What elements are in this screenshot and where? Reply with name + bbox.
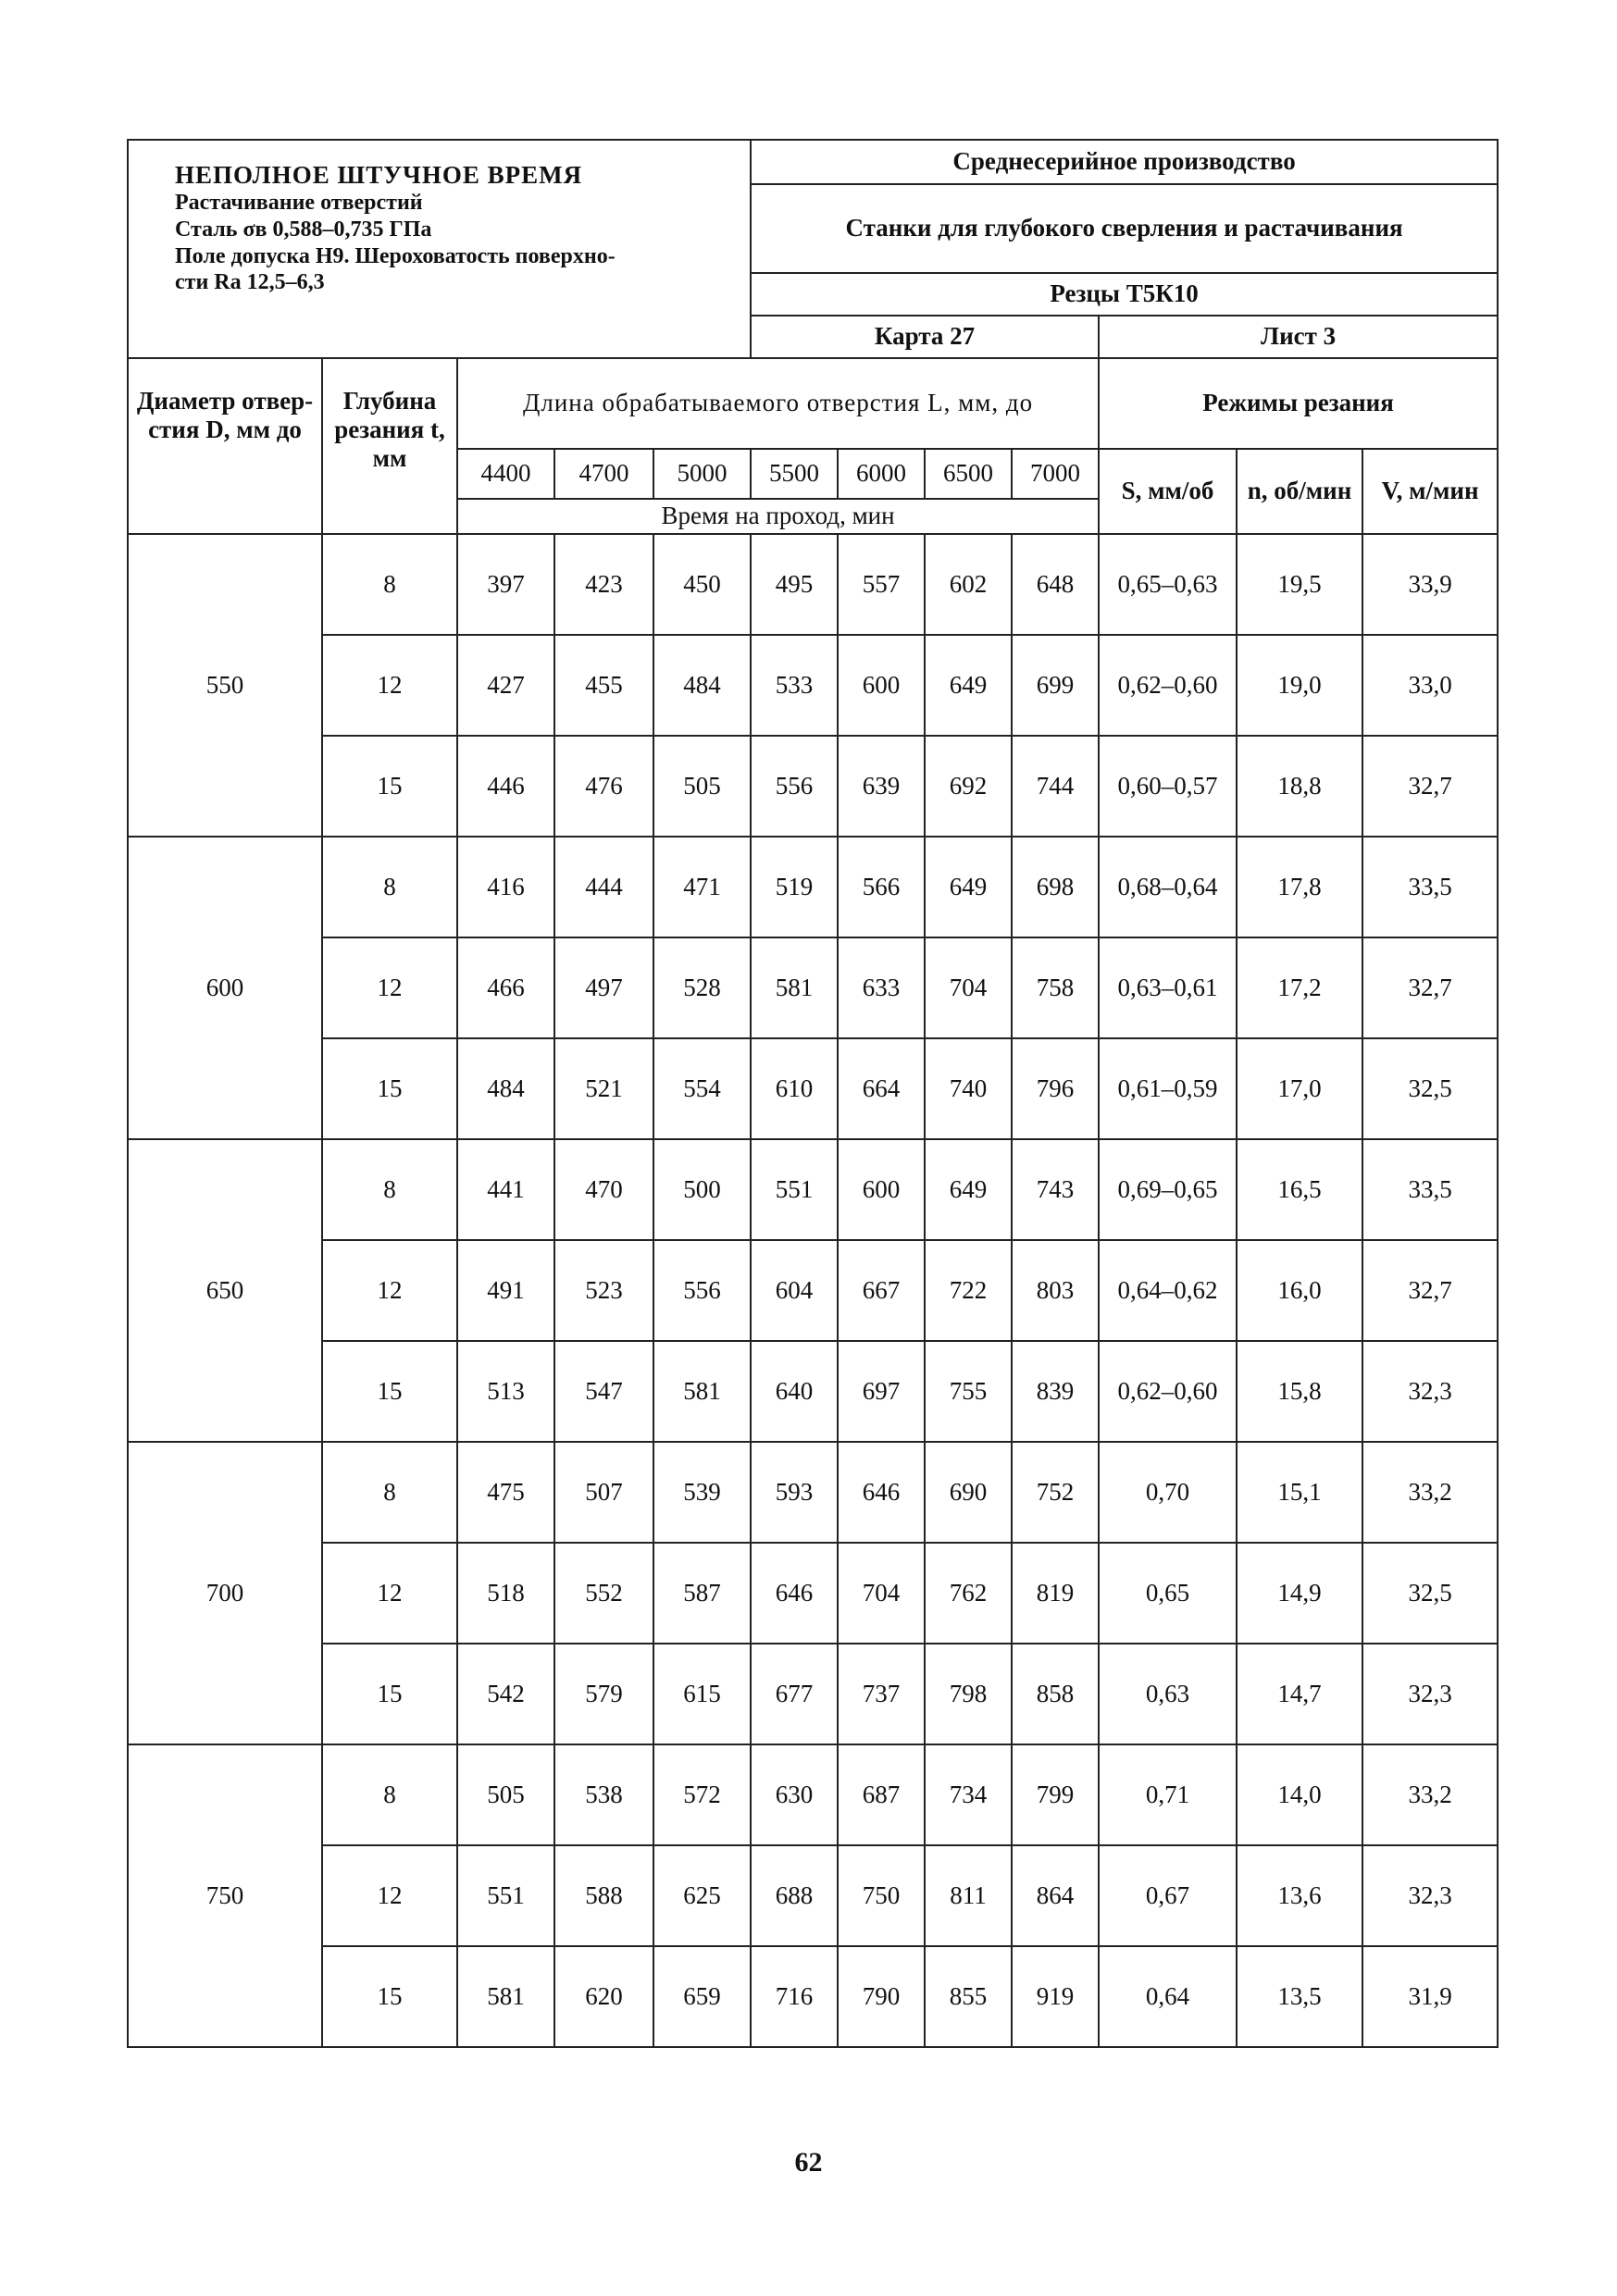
rpm-cell: 15,1 (1237, 1442, 1362, 1543)
depth-cell: 8 (322, 1442, 457, 1543)
rpm-cell: 14,7 (1237, 1644, 1362, 1744)
table-row (128, 1341, 1498, 1442)
time-cell: 743 (1012, 1139, 1099, 1240)
time-cell: 839 (1012, 1341, 1099, 1442)
time-cell: 811 (925, 1845, 1012, 1946)
time-cell: 762 (925, 1543, 1012, 1644)
table-row (128, 837, 1498, 937)
time-cell: 659 (653, 1946, 751, 2047)
time-cell: 572 (653, 1744, 751, 1845)
col-header-rpm: n, об/мин (1237, 449, 1362, 534)
speed-cell: 33,9 (1362, 534, 1498, 635)
time-cell: 649 (925, 635, 1012, 736)
time-cell: 556 (751, 736, 838, 837)
length-6000: 6000 (838, 449, 925, 499)
time-cell: 677 (751, 1644, 838, 1744)
speed-cell: 32,3 (1362, 1644, 1498, 1744)
speed-cell: 33,0 (1362, 635, 1498, 736)
time-cell: 581 (751, 937, 838, 1038)
time-cell: 579 (554, 1644, 653, 1744)
time-cell: 505 (653, 736, 751, 837)
time-cell: 446 (457, 736, 554, 837)
time-cell: 521 (554, 1038, 653, 1139)
tolerance-spec: Поле допуска Н9. Шероховатость поверхно- (175, 243, 616, 268)
col-header-modes: Режимы резания (1099, 358, 1498, 449)
length-5500: 5500 (751, 449, 838, 499)
speed-cell: 33,5 (1362, 837, 1498, 937)
time-cell: 471 (653, 837, 751, 937)
time-cell: 649 (925, 1139, 1012, 1240)
time-cell: 581 (653, 1341, 751, 1442)
speed-cell: 32,7 (1362, 1240, 1498, 1341)
time-cell: 687 (838, 1744, 925, 1845)
diameter-cell: 750 (128, 1744, 322, 2047)
depth-cell: 8 (322, 1139, 457, 1240)
time-cell: 704 (925, 937, 1012, 1038)
time-cell: 427 (457, 635, 554, 736)
sheet-number: Лист 3 (1099, 316, 1498, 358)
feed-cell: 0,61–0,59 (1099, 1038, 1237, 1139)
table-row (128, 736, 1498, 837)
depth-cell: 8 (322, 837, 457, 937)
norm-card-table (127, 139, 1499, 2048)
rpm-cell: 18,8 (1237, 736, 1362, 837)
depth-cell: 15 (322, 1038, 457, 1139)
rpm-cell: 17,0 (1237, 1038, 1362, 1139)
col-header-depth: Глубина резания t, мм (322, 358, 457, 534)
speed-cell: 32,7 (1362, 736, 1498, 837)
time-cell: 698 (1012, 837, 1099, 937)
time-cell: 737 (838, 1644, 925, 1744)
time-cell: 551 (751, 1139, 838, 1240)
time-cell: 538 (554, 1744, 653, 1845)
speed-cell: 32,3 (1362, 1845, 1498, 1946)
table-row (128, 534, 1498, 635)
time-cell: 704 (838, 1543, 925, 1644)
time-cell: 523 (554, 1240, 653, 1341)
rpm-cell: 16,0 (1237, 1240, 1362, 1341)
feed-cell: 0,62–0,60 (1099, 635, 1237, 736)
roughness-spec: сти Ra 12,5–6,3 (175, 270, 325, 295)
time-cell: 803 (1012, 1240, 1099, 1341)
time-cell: 919 (1012, 1946, 1099, 2047)
time-cell: 566 (838, 837, 925, 937)
length-5000: 5000 (653, 449, 751, 499)
time-cell: 423 (554, 534, 653, 635)
table-row (128, 1038, 1498, 1139)
time-cell: 444 (554, 837, 653, 937)
feed-cell: 0,63–0,61 (1099, 937, 1237, 1038)
rpm-cell: 19,5 (1237, 534, 1362, 635)
time-cell: 600 (838, 1139, 925, 1240)
time-cell: 557 (838, 534, 925, 635)
feed-cell: 0,65–0,63 (1099, 534, 1237, 635)
depth-cell: 12 (322, 1543, 457, 1644)
time-cell: 690 (925, 1442, 1012, 1543)
table-row (128, 635, 1498, 736)
col-header-speed: V, м/мин (1362, 449, 1498, 534)
time-cell: 688 (751, 1845, 838, 1946)
time-cell: 551 (457, 1845, 554, 1946)
machine-type: Станки для глубокого сверления и растачивания (751, 184, 1498, 273)
time-cell: 646 (751, 1543, 838, 1644)
time-cell: 484 (653, 635, 751, 736)
time-cell: 476 (554, 736, 653, 837)
card-number: Карта 27 (751, 316, 1099, 358)
time-cell: 864 (1012, 1845, 1099, 1946)
time-cell: 752 (1012, 1442, 1099, 1543)
speed-cell: 33,5 (1362, 1139, 1498, 1240)
speed-cell: 32,5 (1362, 1543, 1498, 1644)
time-cell: 799 (1012, 1744, 1099, 1845)
speed-cell: 32,3 (1362, 1341, 1498, 1442)
time-cell: 441 (457, 1139, 554, 1240)
time-cell: 528 (653, 937, 751, 1038)
time-cell: 552 (554, 1543, 653, 1644)
time-cell: 484 (457, 1038, 554, 1139)
depth-cell: 12 (322, 1240, 457, 1341)
time-cell: 533 (751, 635, 838, 736)
rpm-cell: 16,5 (1237, 1139, 1362, 1240)
time-cell: 491 (457, 1240, 554, 1341)
feed-cell: 0,65 (1099, 1543, 1237, 1644)
time-cell: 646 (838, 1442, 925, 1543)
time-cell: 588 (554, 1845, 653, 1946)
time-cell: 697 (838, 1341, 925, 1442)
feed-cell: 0,60–0,57 (1099, 736, 1237, 837)
table-row (128, 1845, 1498, 1946)
table-body (128, 140, 1498, 2047)
time-cell: 581 (457, 1946, 554, 2047)
table-row (128, 1240, 1498, 1341)
time-cell: 639 (838, 736, 925, 837)
diameter-cell: 650 (128, 1139, 322, 1442)
length-4400: 4400 (457, 449, 554, 499)
time-cell: 500 (653, 1139, 751, 1240)
time-cell: 633 (838, 937, 925, 1038)
depth-cell: 15 (322, 736, 457, 837)
rpm-cell: 17,2 (1237, 937, 1362, 1038)
time-cell: 796 (1012, 1038, 1099, 1139)
time-cell: 625 (653, 1845, 751, 1946)
rpm-cell: 13,5 (1237, 1946, 1362, 2047)
time-cell: 610 (751, 1038, 838, 1139)
rpm-cell: 14,9 (1237, 1543, 1362, 1644)
feed-cell: 0,70 (1099, 1442, 1237, 1543)
diameter-cell: 600 (128, 837, 322, 1139)
time-cell: 744 (1012, 736, 1099, 837)
depth-cell: 15 (322, 1946, 457, 2047)
cutter-type: Резцы Т5К10 (751, 273, 1498, 316)
time-cell: 750 (838, 1845, 925, 1946)
time-cell: 518 (457, 1543, 554, 1644)
time-cell: 602 (925, 534, 1012, 635)
time-cell: 649 (925, 837, 1012, 937)
time-cell: 755 (925, 1341, 1012, 1442)
time-cell: 593 (751, 1442, 838, 1543)
feed-cell: 0,67 (1099, 1845, 1237, 1946)
time-cell: 505 (457, 1744, 554, 1845)
page-number: 62 (794, 2147, 823, 2178)
table-row (128, 937, 1498, 1038)
time-cell: 450 (653, 534, 751, 635)
time-cell: 455 (554, 635, 653, 736)
time-cell: 734 (925, 1744, 1012, 1845)
time-cell: 542 (457, 1644, 554, 1744)
time-cell: 790 (838, 1946, 925, 2047)
depth-cell: 12 (322, 937, 457, 1038)
table-row (128, 1442, 1498, 1543)
time-cell: 466 (457, 937, 554, 1038)
time-cell: 497 (554, 937, 653, 1038)
rpm-cell: 17,8 (1237, 837, 1362, 937)
card-title-block (128, 140, 751, 358)
depth-cell: 12 (322, 1845, 457, 1946)
card-title: НЕПОЛНОЕ ШТУЧНОЕ ВРЕМЯ (175, 161, 583, 189)
rpm-cell: 13,6 (1237, 1845, 1362, 1946)
speed-cell: 33,2 (1362, 1442, 1498, 1543)
table-row (128, 1543, 1498, 1644)
feed-cell: 0,63 (1099, 1644, 1237, 1744)
time-cell: 507 (554, 1442, 653, 1543)
time-cell: 495 (751, 534, 838, 635)
time-cell: 513 (457, 1341, 554, 1442)
time-cell: 470 (554, 1139, 653, 1240)
feed-cell: 0,69–0,65 (1099, 1139, 1237, 1240)
time-cell: 620 (554, 1946, 653, 2047)
depth-cell: 12 (322, 635, 457, 736)
feed-cell: 0,64–0,62 (1099, 1240, 1237, 1341)
time-cell: 648 (1012, 534, 1099, 635)
time-cell: 604 (751, 1240, 838, 1341)
time-cell: 539 (653, 1442, 751, 1543)
diameter-cell: 700 (128, 1442, 322, 1744)
feed-cell: 0,71 (1099, 1744, 1237, 1845)
time-cell: 547 (554, 1341, 653, 1442)
time-cell: 667 (838, 1240, 925, 1341)
time-cell: 858 (1012, 1644, 1099, 1744)
time-cell: 416 (457, 837, 554, 937)
time-cell: 519 (751, 837, 838, 937)
col-header-time: Время на проход, мин (457, 499, 1099, 534)
time-cell: 630 (751, 1744, 838, 1845)
operation-name: Растачивание отверстий (175, 191, 423, 216)
time-cell: 699 (1012, 635, 1099, 736)
time-cell: 819 (1012, 1543, 1099, 1644)
rpm-cell: 14,0 (1237, 1744, 1362, 1845)
length-4700: 4700 (554, 449, 653, 499)
time-cell: 855 (925, 1946, 1012, 2047)
speed-cell: 33,2 (1362, 1744, 1498, 1845)
time-cell: 556 (653, 1240, 751, 1341)
time-cell: 798 (925, 1644, 1012, 1744)
speed-cell: 32,5 (1362, 1038, 1498, 1139)
diameter-cell: 550 (128, 534, 322, 837)
time-cell: 740 (925, 1038, 1012, 1139)
rpm-cell: 19,0 (1237, 635, 1362, 736)
col-header-feed: S, мм/об (1099, 449, 1237, 534)
depth-cell: 15 (322, 1644, 457, 1744)
speed-cell: 31,9 (1362, 1946, 1498, 2047)
feed-cell: 0,62–0,60 (1099, 1341, 1237, 1442)
depth-cell: 15 (322, 1341, 457, 1442)
length-6500: 6500 (925, 449, 1012, 499)
time-cell: 554 (653, 1038, 751, 1139)
table-row (128, 1946, 1498, 2047)
material-spec: Сталь σв 0,588–0,735 ГПа (175, 217, 432, 242)
table-row (128, 1744, 1498, 1845)
time-cell: 640 (751, 1341, 838, 1442)
time-cell: 397 (457, 534, 554, 635)
time-cell: 475 (457, 1442, 554, 1543)
time-cell: 615 (653, 1644, 751, 1744)
depth-cell: 8 (322, 534, 457, 635)
time-cell: 692 (925, 736, 1012, 837)
col-header-diameter: Диаметр отвер-стия D, мм до (128, 358, 322, 534)
length-7000: 7000 (1012, 449, 1099, 499)
time-cell: 587 (653, 1543, 751, 1644)
production-type: Среднесерийное производство (751, 140, 1498, 184)
table-row (128, 1139, 1498, 1240)
table-row (128, 1644, 1498, 1744)
time-cell: 716 (751, 1946, 838, 2047)
time-cell: 664 (838, 1038, 925, 1139)
col-header-length: Длина обрабатываемого отверстия L, мм, до (457, 358, 1099, 449)
speed-cell: 32,7 (1362, 937, 1498, 1038)
feed-cell: 0,64 (1099, 1946, 1237, 2047)
time-cell: 758 (1012, 937, 1099, 1038)
feed-cell: 0,68–0,64 (1099, 837, 1237, 937)
time-cell: 600 (838, 635, 925, 736)
time-cell: 722 (925, 1240, 1012, 1341)
depth-cell: 8 (322, 1744, 457, 1845)
rpm-cell: 15,8 (1237, 1341, 1362, 1442)
